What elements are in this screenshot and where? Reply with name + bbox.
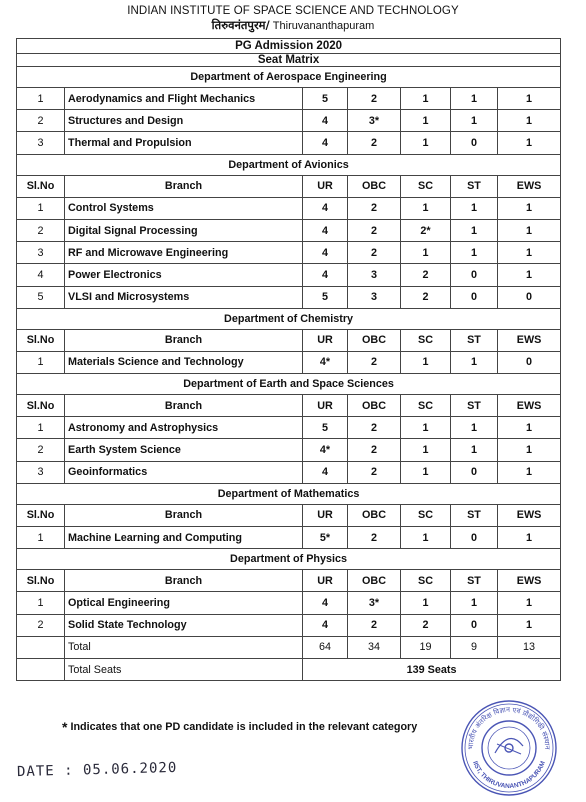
cell-obc: 2 xyxy=(348,461,401,483)
column-header-branch: Branch xyxy=(65,504,303,526)
cell-sc: 1 xyxy=(401,461,451,483)
column-header-st: ST xyxy=(451,175,498,197)
table-row xyxy=(17,264,561,286)
total-sl-empty xyxy=(17,636,65,658)
column-header-st: ST xyxy=(451,504,498,526)
column-header-ews: EWS xyxy=(498,570,561,592)
cell-ews: 1 xyxy=(498,527,561,549)
column-header-sc: SC xyxy=(401,395,451,417)
cell-obc: 2 xyxy=(348,527,401,549)
cell-ur: 4* xyxy=(303,439,348,461)
cell-branch: Digital Signal Processing xyxy=(65,219,303,241)
cell-ews: 1 xyxy=(498,132,561,154)
cell-ur: 5* xyxy=(303,527,348,549)
column-header-ur: UR xyxy=(303,175,348,197)
cell-ews: 1 xyxy=(498,614,561,636)
total-seats-sl-empty xyxy=(17,658,65,680)
cell-branch: Power Electronics xyxy=(65,264,303,286)
column-header-sl-no: Sl.No xyxy=(17,570,65,592)
cell-obc: 3 xyxy=(348,286,401,308)
column-header-sl-no: Sl.No xyxy=(17,329,65,351)
column-header-row xyxy=(17,395,561,417)
cell-ur: 4* xyxy=(303,351,348,373)
total-sc: 19 xyxy=(401,636,451,658)
column-header-sl-no: Sl.No xyxy=(17,504,65,526)
column-header-st: ST xyxy=(451,570,498,592)
cell-obc: 2 xyxy=(348,439,401,461)
column-header-sc: SC xyxy=(401,329,451,351)
cell-st: 1 xyxy=(451,88,498,110)
column-header-obc: OBC xyxy=(348,395,401,417)
department-name: Department of Mathematics xyxy=(17,483,561,504)
cell-ews: 1 xyxy=(498,461,561,483)
institute-name: INDIAN INSTITUTE OF SPACE SCIENCE AND TECHNOLOGY xyxy=(127,5,459,17)
cell-ews: 1 xyxy=(498,197,561,219)
table-row xyxy=(17,417,561,439)
column-header-row xyxy=(17,175,561,197)
department-name: Department of Earth and Space Sciences xyxy=(17,374,561,395)
cell-ews: 1 xyxy=(498,417,561,439)
total-seats-row xyxy=(17,658,561,680)
cell-st: 1 xyxy=(451,439,498,461)
cell-sc: 1 xyxy=(401,351,451,373)
department-name: Department of Aerospace Engineering xyxy=(17,67,561,88)
cell-sl-no: 2 xyxy=(17,439,65,461)
cell-obc: 2 xyxy=(348,219,401,241)
cell-branch: RF and Microwave Engineering xyxy=(65,242,303,264)
cell-ur: 4 xyxy=(303,264,348,286)
column-header-obc: OBC xyxy=(348,175,401,197)
cell-branch: VLSI and Microsystems xyxy=(65,286,303,308)
cell-sc: 2 xyxy=(401,614,451,636)
cell-ur: 5 xyxy=(303,88,348,110)
column-header-obc: OBC xyxy=(348,504,401,526)
column-header-sc: SC xyxy=(401,504,451,526)
cell-obc: 2 xyxy=(348,132,401,154)
column-header-ur: UR xyxy=(303,395,348,417)
cell-ur: 4 xyxy=(303,197,348,219)
cell-obc: 2 xyxy=(348,242,401,264)
cell-st: 0 xyxy=(451,527,498,549)
cell-ur: 4 xyxy=(303,132,348,154)
cell-st: 0 xyxy=(451,132,498,154)
column-header-row xyxy=(17,329,561,351)
cell-sl-no: 5 xyxy=(17,286,65,308)
total-st: 9 xyxy=(451,636,498,658)
table-row xyxy=(17,527,561,549)
column-header-branch: Branch xyxy=(65,570,303,592)
cell-sl-no: 4 xyxy=(17,264,65,286)
cell-sc: 1 xyxy=(401,592,451,614)
cell-sl-no: 3 xyxy=(17,242,65,264)
cell-sc: 1 xyxy=(401,439,451,461)
cell-ews: 1 xyxy=(498,592,561,614)
cell-branch: Optical Engineering xyxy=(65,592,303,614)
cell-sl-no: 2 xyxy=(17,219,65,241)
table-row xyxy=(17,242,561,264)
cell-sc: 1 xyxy=(401,242,451,264)
table-row xyxy=(17,286,561,308)
cell-obc: 2 xyxy=(348,351,401,373)
cell-sl-no: 2 xyxy=(17,614,65,636)
cell-obc: 3 xyxy=(348,264,401,286)
seal-english-text: IIST, THIRUVANANTHAPURAM xyxy=(471,760,547,791)
department-row xyxy=(17,308,561,329)
total-obc: 34 xyxy=(348,636,401,658)
column-header-ews: EWS xyxy=(498,329,561,351)
table-row xyxy=(17,88,561,110)
seal-inner-ring xyxy=(465,704,553,792)
total-ews: 13 xyxy=(498,636,561,658)
table-row xyxy=(17,614,561,636)
cell-st: 1 xyxy=(451,110,498,132)
cell-ews: 1 xyxy=(498,110,561,132)
cell-ews: 1 xyxy=(498,219,561,241)
cell-branch: Thermal and Propulsion xyxy=(65,132,303,154)
total-seats-label: Total Seats xyxy=(65,658,303,680)
cell-sl-no: 1 xyxy=(17,527,65,549)
cell-ur: 4 xyxy=(303,110,348,132)
cell-branch: Aerodynamics and Flight Mechanics xyxy=(65,88,303,110)
cell-sc: 1 xyxy=(401,417,451,439)
table-row xyxy=(17,197,561,219)
table-row xyxy=(17,351,561,373)
column-header-ur: UR xyxy=(303,329,348,351)
column-header-sl-no: Sl.No xyxy=(17,175,65,197)
cell-ur: 5 xyxy=(303,286,348,308)
column-header-ur: UR xyxy=(303,504,348,526)
column-header-ur: UR xyxy=(303,570,348,592)
cell-ur: 5 xyxy=(303,417,348,439)
cell-obc: 2 xyxy=(348,417,401,439)
cell-ews: 1 xyxy=(498,439,561,461)
column-header-obc: OBC xyxy=(348,329,401,351)
cell-ews: 1 xyxy=(498,264,561,286)
institute-location xyxy=(0,18,586,33)
cell-sl-no: 1 xyxy=(17,88,65,110)
total-label: Total xyxy=(65,636,303,658)
cell-sc: 2 xyxy=(401,264,451,286)
seal-outer-ring xyxy=(462,701,556,795)
department-row xyxy=(17,483,561,504)
column-header-sc: SC xyxy=(401,570,451,592)
table-row xyxy=(17,132,561,154)
cell-st: 0 xyxy=(451,286,498,308)
column-header-st: ST xyxy=(451,395,498,417)
cell-st: 1 xyxy=(451,417,498,439)
cell-sl-no: 2 xyxy=(17,110,65,132)
cell-sc: 2 xyxy=(401,286,451,308)
seal-center-ring xyxy=(482,721,536,775)
table-row xyxy=(17,110,561,132)
cell-sc: 1 xyxy=(401,110,451,132)
cell-sl-no: 1 xyxy=(17,417,65,439)
column-header-ews: EWS xyxy=(498,395,561,417)
footnote-symbol: * xyxy=(62,719,68,735)
cell-branch: Structures and Design xyxy=(65,110,303,132)
cell-st: 0 xyxy=(451,614,498,636)
cell-ews: 1 xyxy=(498,88,561,110)
location-hindi: तिरुवनंतपुरम/ xyxy=(211,18,270,32)
cell-obc: 3* xyxy=(348,592,401,614)
department-name: Department of Chemistry xyxy=(17,308,561,329)
seal-emblem-ring xyxy=(488,727,530,769)
column-header-branch: Branch xyxy=(65,175,303,197)
column-header-st: ST xyxy=(451,329,498,351)
cell-ews: 1 xyxy=(498,242,561,264)
cell-branch: Astronomy and Astrophysics xyxy=(65,417,303,439)
cell-sc: 1 xyxy=(401,132,451,154)
column-header-branch: Branch xyxy=(65,395,303,417)
footnote-text: Indicates that one PD candidate is included in the relevant category xyxy=(70,721,418,733)
seat-matrix-table xyxy=(16,38,561,681)
column-header-sl-no: Sl.No xyxy=(17,395,65,417)
cell-sl-no: 3 xyxy=(17,461,65,483)
cell-ur: 4 xyxy=(303,461,348,483)
cell-st: 1 xyxy=(451,197,498,219)
handwritten-date: DATE : 05.06.2020 xyxy=(16,759,178,781)
seat-matrix-body xyxy=(17,39,561,681)
cell-st: 0 xyxy=(451,461,498,483)
column-header-row xyxy=(17,570,561,592)
department-row xyxy=(17,67,561,88)
seal-hindi-text: भारतीय अंतरिक्ष विज्ञान एवं प्रौद्योगिकी संस्थान xyxy=(466,705,552,750)
cell-ur: 4 xyxy=(303,219,348,241)
cell-sl-no: 1 xyxy=(17,197,65,219)
table-subtitle-row xyxy=(17,54,561,67)
total-row xyxy=(17,636,561,658)
table-row xyxy=(17,439,561,461)
cell-st: 0 xyxy=(451,264,498,286)
cell-ews: 0 xyxy=(498,286,561,308)
cell-branch: Materials Science and Technology xyxy=(65,351,303,373)
table-subtitle: Seat Matrix xyxy=(17,54,561,67)
cell-st: 1 xyxy=(451,242,498,264)
total-seats-value: 139 Seats xyxy=(303,658,561,680)
table-title-row xyxy=(17,39,561,54)
column-header-sc: SC xyxy=(401,175,451,197)
column-header-row xyxy=(17,504,561,526)
table-row xyxy=(17,461,561,483)
department-row xyxy=(17,374,561,395)
cell-st: 1 xyxy=(451,219,498,241)
cell-branch: Geoinformatics xyxy=(65,461,303,483)
cell-sc: 2* xyxy=(401,219,451,241)
department-name: Department of Avionics xyxy=(17,154,561,175)
table-row xyxy=(17,219,561,241)
cell-obc: 3* xyxy=(348,110,401,132)
footnote xyxy=(62,719,417,735)
cell-obc: 2 xyxy=(348,614,401,636)
department-row xyxy=(17,154,561,175)
cell-branch: Machine Learning and Computing xyxy=(65,527,303,549)
cell-ews: 0 xyxy=(498,351,561,373)
table-row xyxy=(17,592,561,614)
cell-branch: Solid State Technology xyxy=(65,614,303,636)
location-english: Thiruvananthapuram xyxy=(272,20,375,32)
cell-sl-no: 1 xyxy=(17,592,65,614)
cell-ur: 4 xyxy=(303,592,348,614)
cell-sc: 1 xyxy=(401,527,451,549)
cell-sc: 1 xyxy=(401,88,451,110)
cell-branch: Control Systems xyxy=(65,197,303,219)
department-row xyxy=(17,549,561,570)
institute-seal xyxy=(459,698,559,798)
cell-branch: Earth System Science xyxy=(65,439,303,461)
seal-emblem-orbit xyxy=(495,738,523,753)
cell-obc: 2 xyxy=(348,197,401,219)
total-ur: 64 xyxy=(303,636,348,658)
cell-st: 1 xyxy=(451,351,498,373)
column-header-ews: EWS xyxy=(498,504,561,526)
cell-sl-no: 1 xyxy=(17,351,65,373)
column-header-ews: EWS xyxy=(498,175,561,197)
cell-sc: 1 xyxy=(401,197,451,219)
column-header-branch: Branch xyxy=(65,329,303,351)
department-name: Department of Physics xyxy=(17,549,561,570)
cell-ur: 4 xyxy=(303,614,348,636)
cell-ur: 4 xyxy=(303,242,348,264)
cell-sl-no: 3 xyxy=(17,132,65,154)
column-header-obc: OBC xyxy=(348,570,401,592)
table-title: PG Admission 2020 xyxy=(17,39,561,54)
cell-st: 1 xyxy=(451,592,498,614)
cell-obc: 2 xyxy=(348,88,401,110)
